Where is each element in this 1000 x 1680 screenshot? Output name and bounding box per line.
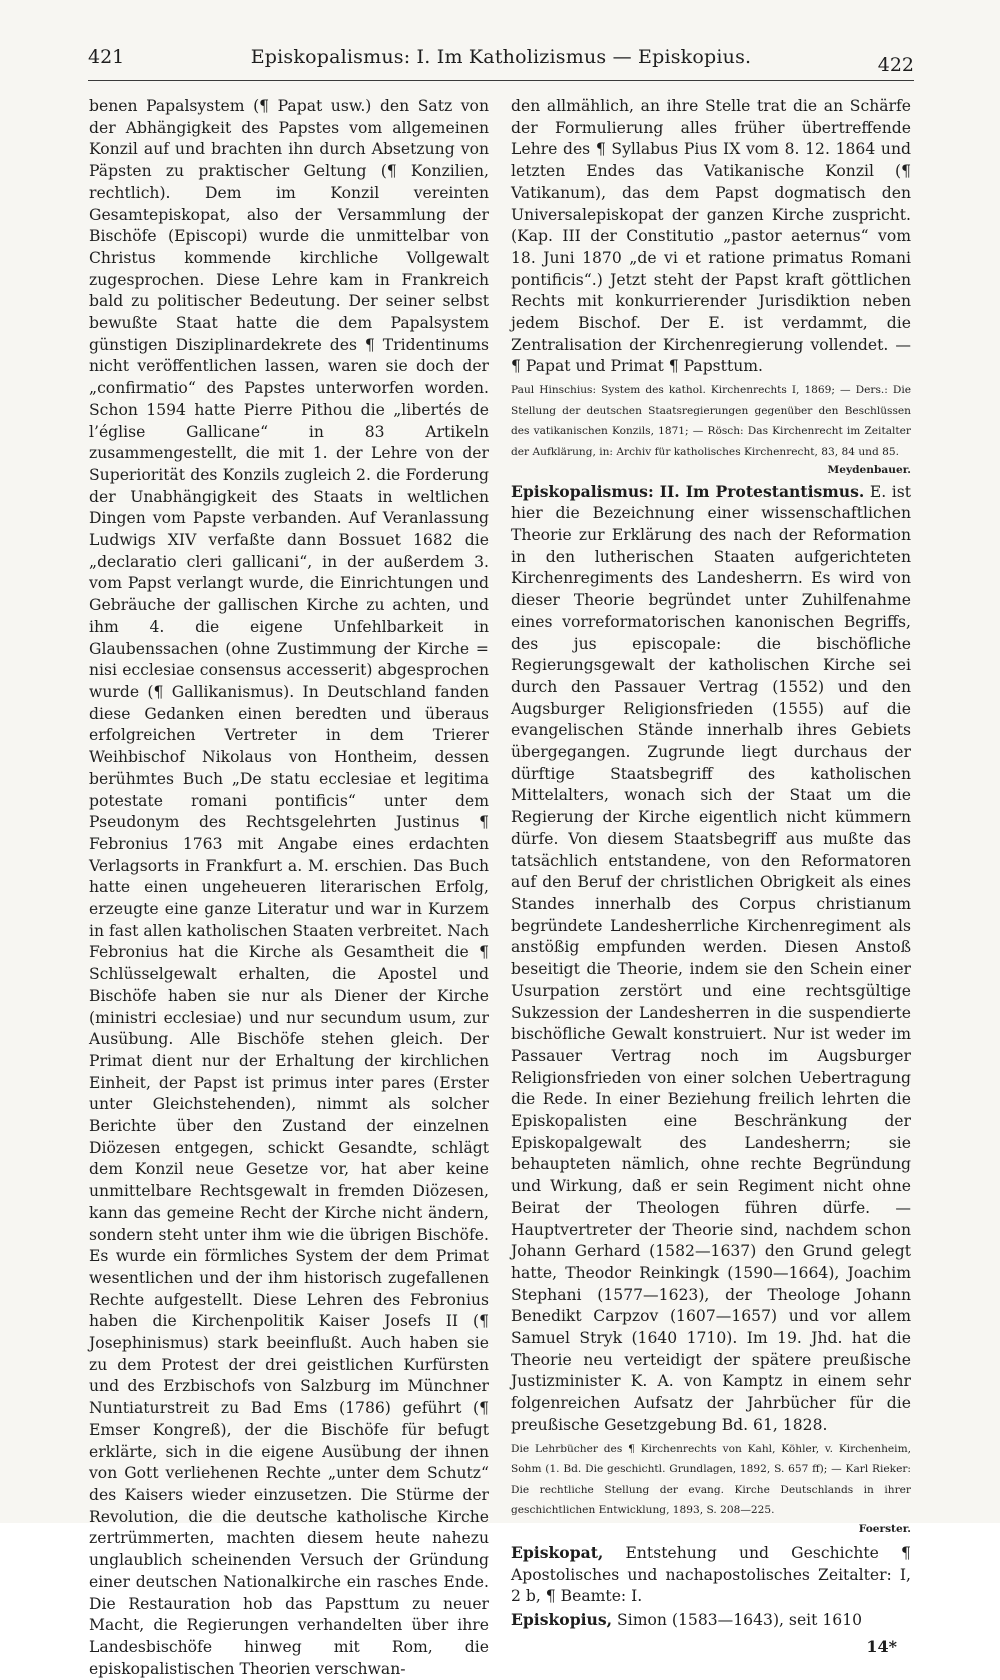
literature-text-1: Paul Hinschius: System des kathol. Kirchenrechts I, 1869; — Ders.: Die Stellung der deutschen Staatsregierungen gegenüber den Beschlüssen des vatikanischen Konzils, 1871; — Rösch: Das Kirchenrecht im Zeitalter der Aufklärung, in: Archiv für katholisches Kirchenrecht, 83, 84 und 85. bbox=[511, 384, 911, 458]
right-column-text: den allmählich, an ihre Stelle trat die an Schärfe der Formulierung alles früher übertreffende Lehre des ¶ Syllabus Pius IX vom 8. 12. 1864 und letzten Endes das Vatikanische Konzil (¶ Vatikanum), das dem Papst dogmatisch den Universalepiskopat der ganzen Kirche zuspricht. (Kap. III der Constitutio „pastor aeternus“ vom 18. Juni 1870 „de vi et ratione primatus Romani pontificis“.) Jetzt steht der Papst kraft göttlichen Rechts mit konkurrierender Jurisdiktion neben jedem Bischof. Der E. ist verdammt, die Zentralisation der Kirchenregierung vollendet. — ¶ Papat und Primat ¶ Papsttum. bbox=[511, 97, 911, 376]
literature-text-2: Die Lehrbücher des ¶ Kirchenrechts von Kahl, Köhler, v. Kirchenheim, Sohm (1. Bd. Die geschichtl. Grundlagen, 1892, S. 657 ff); — Karl Rieker: Die rechtliche Stellung der evang. Kirche Deutschlands in ihrer geschichtlichen Entwicklung, 1893, S. 208—225. bbox=[511, 1442, 911, 1517]
entry-episkopat bbox=[511, 1542, 911, 1608]
printer-signature: 14* bbox=[866, 1636, 897, 1656]
article-author-1: Meydenbauer. bbox=[827, 464, 911, 477]
section-2 bbox=[511, 481, 911, 1437]
entry-text-2: Simon (1583—1643), seit 1610 bbox=[617, 1611, 863, 1630]
entry-episkopius bbox=[511, 1609, 911, 1632]
section-text: E. ist hier die Bezeichnung einer wissenschaftlichen Theorie zur Erklärung des nach der Reformation in den lutherischen Staaten aufgerichteten Kirchenregiments des Landesherrn. Es wird von dieser Theorie begründet unter Zuhilfenahme eines vorreformatorischen kanonischen Begriffs, des jus episcopale: die bischöfliche Regierungsgewalt der katholischen Kirche sei durch den Passauer Vertrag (1552) und den Augsburger Religionsfrieden (1555) auf die evangelischen Stände innerhalb ihres Gebiets übergegangen. Zugrunde liegt durchaus der dürftige Staatsbegriff des katholischen Mittelalters, wonach sich der Staat um die Regierung der Kirche eigentlich nicht kümmern dürfe. Von diesem Staatsbegriff aus mußte das tatsächlich entstandene, von den Reformatoren auf den Beruf der christlichen Obrigkeit als eines Standes innerhalb des Corpus christianum begründete Landesherrliche Kirchenregiment als anstößig empfunden werden. Diesen Anstoß beseitigt die Theorie, indem sie den Schein einer Usurpation zerstört und eine rechtsgültige Sukzession der Landesherren in die suspendierte bischöfliche Gewalt konstruiert. Nur ist weder im Passauer Vertrag noch im Augsburger Religionsfrieden von einer solchen Uebertragung die Rede. In einer Beziehung freilich lehrten die Episkopalisten eine Beschränkung der Episkopalgewalt des Landesherrn; sie behaupteten nämlich, ohne rechte Begründung und Wirkung, daß er sein Regiment nicht ohne Beirat der Theologen führen dürfe. — Hauptvertreter der Theorie sind, nachdem schon Johann Gerhard (1582—1637) den Grund gelegt hatte, Theodor Reinkingk (1590—1664), Joachim Stephani (1577—1623), der Theologe Johann Benedikt Carpzov (1607—1657) und vor allem Samuel Stryk (1640 1710). Im 19. Jhd. hat die Theorie neu verteidigt der spätere preußische Justizminister K. A. von Kamptz in einem sehr folgenreichen Aufsatz der Jahrbücher für die preußische Gesetzgebung Bd. 61, 1828. bbox=[511, 482, 911, 1434]
page-number-left: 421 bbox=[88, 46, 125, 68]
running-title: Episkopalismus: I. Im Katholizismus — Episkopius. bbox=[250, 46, 752, 68]
entry-text-1: Entstehung und Geschichte ¶ Apostolisches und nachapostolisches Zeitalter: I, 2 b, ¶ Beamte: I. bbox=[511, 1544, 911, 1606]
right-column bbox=[511, 96, 911, 1658]
literature-block-1 bbox=[511, 380, 911, 481]
section-heading: Episkopalismus: II. Im Protestantismus. bbox=[511, 481, 865, 501]
page-number-right: 422 bbox=[877, 54, 914, 76]
running-header bbox=[88, 40, 914, 81]
literature-block-2 bbox=[511, 1439, 911, 1540]
left-column bbox=[89, 96, 489, 1680]
left-column-text: benen Papalsystem (¶ Papat usw.) den Satz von der Abhängigkeit des Papstes vom allgemeinen Konzil auf und brachten ihn durch Absetzung von Päpsten zu praktischer Geltung (¶ Konzilien, rechtlich). Dem im Konzil vereinten Gesamtepiskopat, also der Versammlung der Bischöfe (Episcopi) wurde die unmittelbar von Christus kommende kirchliche Vollgewalt zugesprochen. Diese Lehre kam in Frankreich bald zu politischer Bedeutung. Der seiner selbst bewußte Staat hatte die dem Papalsystem günstigen Disziplinardekrete des ¶ Tridentinums nicht veröffentlichen lassen, waren sie doch der „confirmatio“ des Papstes unterworfen worden. Schon 1594 hatte Pierre Pithou die „libertés de l’église Gallicane“ in 83 Artikeln zusammengestellt, die mit 1. der Lehre von der Superiorität des Konzils zugleich 2. die Forderung der Unabhängigkeit des Staats in weltlichen Dingen vom Papste verbanden. Auf Veranlassung Ludwigs XIV verfaßte dann Bossuet 1682 die „declaratio cleri gallicani“, in der außerdem 3. vom Papst verlangt wurde, die Einrichtungen und Gebräuche der gallischen Kirche zu achten, und ihm 4. die eigene Unfehlbarkeit in Glaubenssachen (ohne Zustimmung der Kirche = nisi ecclesiae consensus accesserit) abgesprochen wurde (¶ Gallikanismus). In Deutschland fanden diese Gedanken einen beredten und überaus erfolgreichen Vertreter in dem Trierer Weihbischof Nikolaus von Hontheim, dessen berühmtes Buch „De statu ecclesiae et legitima potestate romani pontificis“ unter dem Pseudonym des Rechtsgelehrten Justinus ¶ Febronius 1763 mit Angabe eines erdachten Verlagsorts in Frankfurt a. M. erschien. Das Buch hatte einen ungeheueren literarischen Erfolg, erzeugte eine ganze Literatur und war in Kurzem in fast allen katholischen Staaten verbreitet. Nach Febronius hat die Kirche als Gesamtheit die ¶ Schlüsselgewalt erhalten, die Apostel und Bischöfe haben sie nur als Diener der Kirche (ministri ecclesiae) und nur secundum usum, zur Ausübung. Alle Bischöfe stehen gleich. Der Primat dient nur der Erhaltung der kirchlichen Einheit, der Papst ist primus inter pares (Erster unter Gleichstehenden), nimmt als solcher Berichte über den Zustand der einzelnen Diözesen entgegen, schickt Gesandte, schlägt dem Konzil neue Gesetze vor, hat aber keine unmittelbare Rechtsgewalt in fremden Diözesen, kann das gemeine Recht der Kirche nicht ändern, sondern steht unter ihm wie die übrigen Bischöfe. Es wurde ein förmliches System der dem Primat wesentlichen und der ihm historisch zugefallenen Rechte aufgestellt. Diese Lehren des Febronius haben die Kirchenpolitik Kaiser Josefs II (¶ Josephinismus) stark beeinflußt. Auch haben sie zu dem Protest der drei geistlichen Kurfürsten und des Erzbischofs von Salzburg im Münchner Nuntiaturstreit zu Bad Ems (1786) geführt (¶ Emser Kongreß), der die Bischöfe für befugt erklärte, sich in die eigene Ausübung der ihnen von Gott verliehenen Rechte „unter dem Schutz“ des Kaisers wieder einzusetzen. Die Stürme der Revolution, die die deutsche katholische Kirche zertrümmerten, machten diesem heute nahezu unglaublich scheinenden Versuch der Gründung einer deutschen Nationalkirche ein rasches Ende. Die Restauration hob das Papsttum zu neuer Macht, die Regierungen verhandelten über ihre Landesbischöfe hinweg mit Rom, die episkopalistischen Theorien verschwan- bbox=[89, 97, 489, 1678]
entry-headword-1: Episkopat, bbox=[511, 1543, 604, 1563]
entry-headword-2: Episkopius, bbox=[511, 1610, 613, 1630]
article-author-2: Foerster. bbox=[858, 1522, 911, 1535]
